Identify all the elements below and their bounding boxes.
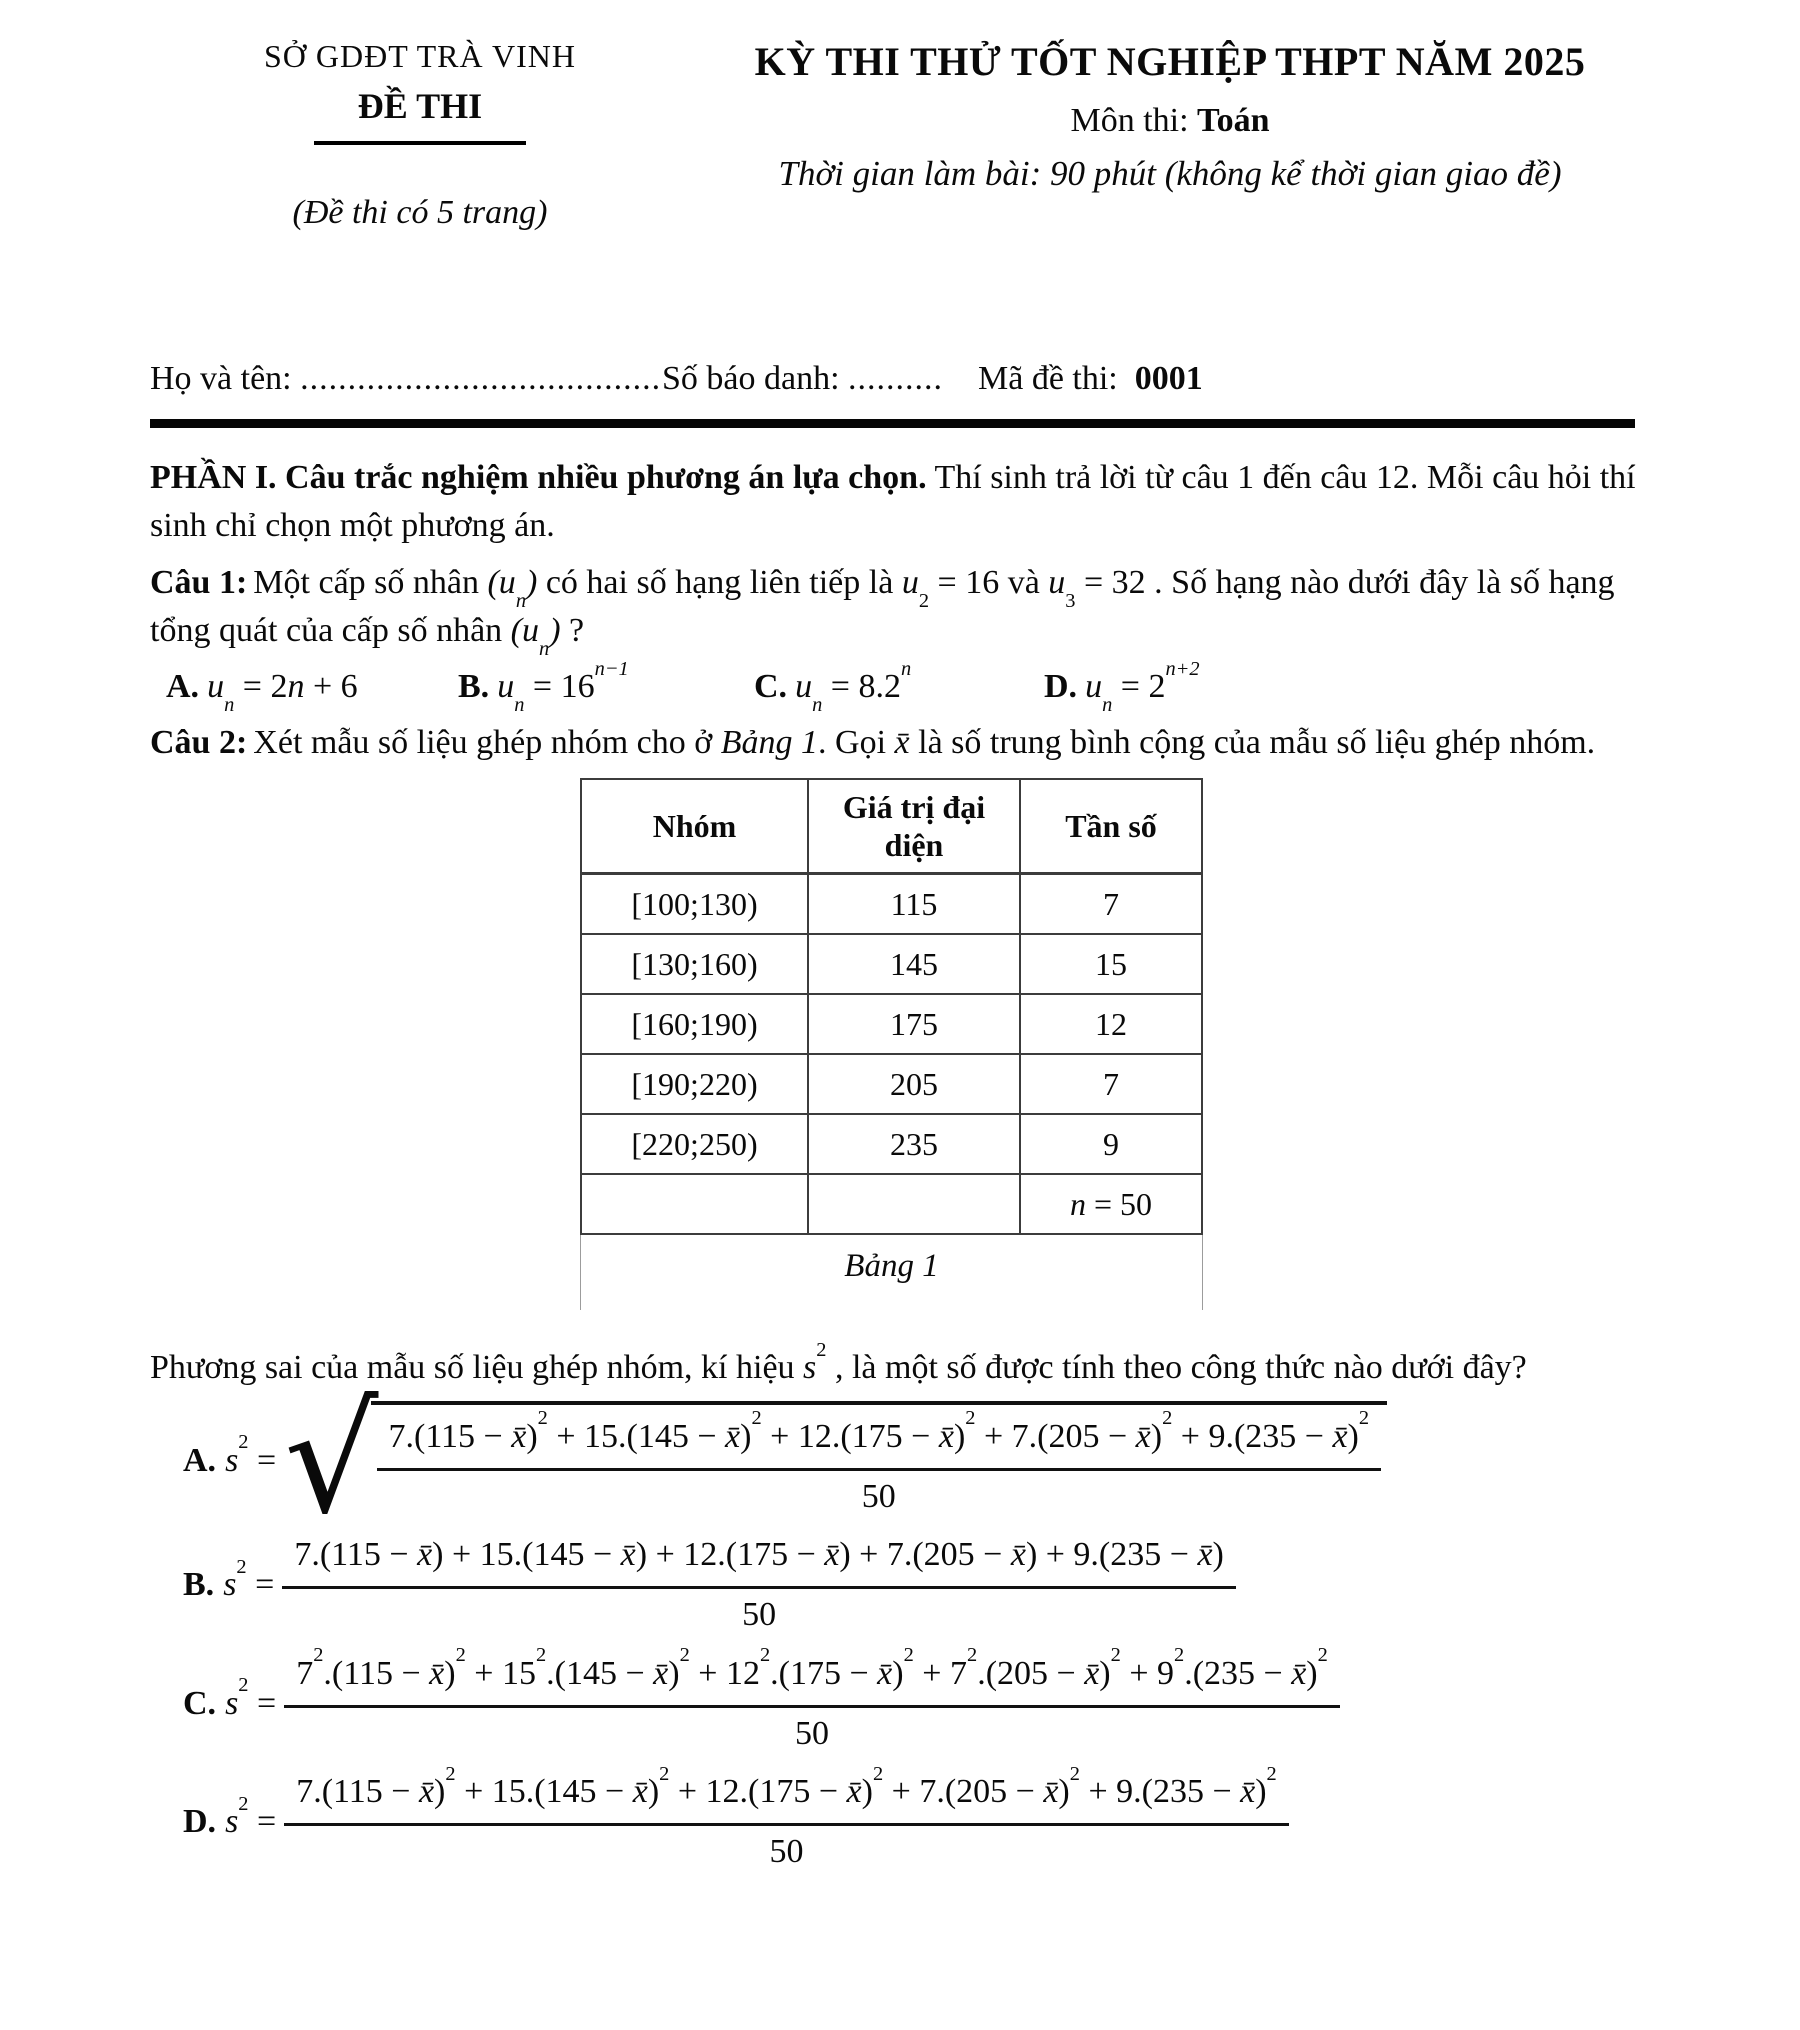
option-c-head bbox=[183, 1674, 277, 1728]
table-row bbox=[581, 874, 1202, 935]
candidate-number-field bbox=[662, 355, 978, 403]
question-2-label: Câu 2: bbox=[150, 724, 248, 762]
option-b-label: B. bbox=[183, 1566, 215, 1604]
sqrt-radical-icon: √ bbox=[284, 1373, 379, 1546]
cell-representative: 145 bbox=[808, 934, 1020, 994]
fraction bbox=[284, 1762, 1289, 1877]
table-total-row bbox=[581, 1174, 1202, 1234]
question-1-label: Câu 1: bbox=[150, 563, 248, 601]
fraction-numerator: 7.(115 − x̄)$^2$ + 15.(145 − x̄)$^2$ + 12.(175 − x̄)$^2$ + 7.(205 − x̄)$^2$ + 9.(235 − x̄)$^2$ bbox=[377, 1413, 1382, 1471]
col-header-frequency: Tần số bbox=[1020, 779, 1202, 874]
option-b-lhs: $s^2$ = bbox=[223, 1555, 275, 1604]
option-a-head bbox=[183, 1431, 277, 1485]
q2-option-d bbox=[183, 1762, 1650, 1877]
cell-group: [220;250) bbox=[581, 1114, 808, 1174]
question-1 bbox=[150, 559, 1650, 660]
option-d-formula: $u_n = 2^{n+2}$ bbox=[1085, 657, 1200, 717]
question-1-options bbox=[150, 657, 1650, 717]
fraction bbox=[377, 1407, 1382, 1522]
cell-frequency: 12 bbox=[1020, 994, 1202, 1054]
cell-group: [100;130) bbox=[581, 874, 808, 935]
col-header-group: Nhóm bbox=[581, 779, 808, 874]
fraction-numerator: 7.(115 − x̄)$^2$ + 15.(145 − x̄)$^2$ + 12.(175 − x̄)$^2$ + 7.(205 − x̄)$^2$ + 9.(235 − x̄)$^2$ bbox=[284, 1768, 1289, 1826]
department-name: SỞ GDĐT TRÀ VINH bbox=[263, 38, 577, 74]
exam-code-label: Mã đề thi: bbox=[978, 359, 1118, 397]
col-header-representative: Giá trị đại diện bbox=[808, 779, 1020, 874]
exam-code-field bbox=[978, 355, 1203, 403]
cell-empty bbox=[581, 1174, 808, 1234]
candidate-row bbox=[150, 355, 1650, 403]
question-1-text: Một cấp số nhân $(u_n)$ có hai số hạng liên tiếp là $u_2 = 16$ và $u_3 = 32$ . Số hạng nào dưới đây là số hạng tổng quát của cấp số nhân $(u_n)$ ? bbox=[150, 563, 1615, 660]
q1-option-b bbox=[458, 657, 754, 717]
duration-note: Thời gian làm bài: 90 phút (không kể thời gian giao đề) bbox=[778, 154, 1562, 194]
fraction-denominator: 50 bbox=[742, 1596, 777, 1634]
table-row bbox=[581, 934, 1202, 994]
candidate-name-field bbox=[150, 355, 662, 403]
fraction-denominator: 50 bbox=[769, 1833, 804, 1871]
cell-empty bbox=[808, 1174, 1020, 1234]
cell-frequency: 15 bbox=[1020, 934, 1202, 994]
divider-rule bbox=[150, 419, 1635, 428]
name-label: Họ và tên: bbox=[150, 359, 292, 397]
subject-line bbox=[690, 97, 1650, 145]
question-2 bbox=[150, 719, 1650, 767]
q1-option-d bbox=[1044, 657, 1650, 717]
sbd-fill-dots: .......... bbox=[848, 359, 944, 397]
fraction-denominator: 50 bbox=[861, 1477, 896, 1515]
exam-label-underline bbox=[314, 141, 526, 145]
option-a-label: A. bbox=[166, 668, 200, 706]
question-2-text: Xét mẫu số liệu ghép nhóm cho ở Bảng 1. Gọi x̄ là số trung bình cộng của mẫu số liệu ghép nhóm. bbox=[253, 724, 1596, 762]
option-a-lhs: $s^2$ = bbox=[225, 1431, 277, 1479]
sqrt-content bbox=[371, 1401, 1388, 1522]
header-right bbox=[690, 34, 1650, 199]
option-d-head bbox=[183, 1792, 277, 1846]
option-c-label: C. bbox=[183, 1684, 217, 1722]
data-table-wrap bbox=[580, 778, 1203, 1311]
option-d-label: D. bbox=[1044, 668, 1078, 706]
cell-representative: 115 bbox=[808, 874, 1020, 935]
cell-frequency: 7 bbox=[1020, 1054, 1202, 1114]
q2-option-c bbox=[183, 1644, 1650, 1759]
exam-title: KỲ THI THỬ TỐT NGHIỆP THPT NĂM 2025 bbox=[754, 39, 1586, 84]
option-d-label: D. bbox=[183, 1803, 217, 1841]
table-header-row bbox=[581, 779, 1202, 874]
option-b-head bbox=[183, 1555, 275, 1609]
option-d-lhs: $s^2$ = bbox=[225, 1792, 277, 1841]
option-c-formula: $u_n = 8.2^n$ bbox=[795, 657, 912, 717]
fraction-numerator: $7^2.(115$ − x̄)$^2$ + $15^2.(145$ − x̄)$^2$ + $12^2.(175$ − x̄)$^2$ + $7^2.(205$ − x̄)$^2$ + $9^2.(235$ − x̄)$^2$ bbox=[284, 1650, 1340, 1708]
subject-label: Môn thi: bbox=[1070, 101, 1189, 139]
fraction-numerator: 7.(115 − x̄) + 15.(145 − x̄) + 12.(175 − x̄) + 7.(205 − x̄) + 9.(235 − x̄) bbox=[282, 1531, 1236, 1589]
cell-frequency: 9 bbox=[1020, 1114, 1202, 1174]
table-row bbox=[581, 1114, 1202, 1174]
name-fill-dots: ...................................... bbox=[300, 359, 662, 397]
cell-representative: 175 bbox=[808, 994, 1020, 1054]
fraction bbox=[284, 1644, 1340, 1759]
q2-option-a bbox=[183, 1373, 1650, 1546]
option-a-formula: $u_n = 2n + 6$ bbox=[207, 668, 358, 717]
exam-label: ĐỀ THI bbox=[357, 86, 483, 127]
option-c-lhs: $s^2$ = bbox=[225, 1674, 277, 1722]
sqrt-expression bbox=[284, 1373, 1387, 1546]
cell-group: [160;190) bbox=[581, 994, 808, 1054]
q1-option-c bbox=[754, 657, 1044, 717]
cell-total: n = 50 bbox=[1020, 1174, 1202, 1234]
cell-representative: 235 bbox=[808, 1114, 1020, 1174]
cell-group: [190;220) bbox=[581, 1054, 808, 1114]
exam-header bbox=[150, 34, 1650, 237]
part1-heading bbox=[150, 454, 1650, 551]
cell-frequency: 7 bbox=[1020, 874, 1202, 935]
fraction bbox=[282, 1531, 1236, 1640]
variance-question: Phương sai của mẫu số liệu ghép nhóm, kí hiệu $s^2$ , là một số được tính theo công thức nào dưới đây? bbox=[150, 1338, 1527, 1387]
option-b-label: B. bbox=[458, 668, 490, 706]
frequency-table bbox=[580, 778, 1203, 1236]
option-b-formula: $u_n = 16^{n-1}$ bbox=[497, 657, 629, 717]
fraction-denominator: 50 bbox=[795, 1714, 829, 1752]
variance-section bbox=[150, 1338, 1650, 1876]
option-a-label: A. bbox=[183, 1441, 217, 1479]
subject-value: Toán bbox=[1197, 101, 1270, 139]
q1-option-a bbox=[166, 663, 458, 717]
table-row bbox=[581, 1054, 1202, 1114]
pages-note: (Đề thi có 5 trang) bbox=[292, 193, 548, 231]
option-c-label: C. bbox=[754, 668, 788, 706]
cell-representative: 205 bbox=[808, 1054, 1020, 1114]
exam-code-value: 0001 bbox=[1134, 359, 1203, 397]
header-left bbox=[150, 34, 690, 237]
table-row bbox=[581, 994, 1202, 1054]
table-caption: Bảng 1 bbox=[580, 1235, 1203, 1310]
cell-group: [130;160) bbox=[581, 934, 808, 994]
part1-heading-rest: Thí sinh trả lời từ câu 1 đến câu 12. Mỗi câu hỏi thí sinh chỉ chọn một phương án. bbox=[150, 459, 1636, 545]
part1-heading-bold: PHẦN I. Câu trắc nghiệm nhiều phương án lựa chọn. bbox=[150, 459, 927, 497]
sbd-label: Số báo danh: bbox=[662, 359, 840, 397]
q2-option-b bbox=[183, 1531, 1650, 1640]
